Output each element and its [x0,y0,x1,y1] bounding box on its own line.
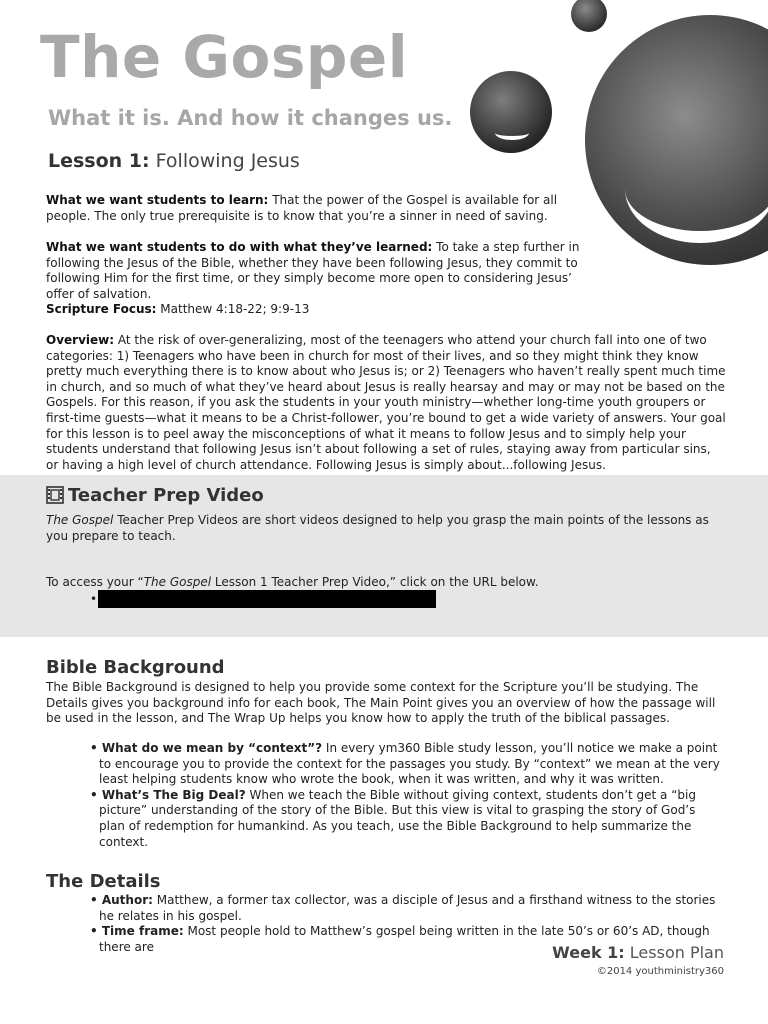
access-pre: To access your “ [46,575,144,589]
overview-paragraph [46,333,726,473]
access-italic: The Gospel [143,575,212,589]
teacher-prep-title: Teacher Prep Video [68,485,264,506]
list-item-text: Most people hold to Matthew’s gospel being written in the late 50’s or 60’s AD, though there are [99,924,710,954]
page-title: The Gospel [40,23,409,91]
lesson-heading [48,150,300,172]
list-item-text: When we teach the Bible without giving context, students don’t get a “big picture” understanding of the story of the Bible. But this view is vital to grasping the story of God’s plan of redemption for humankind. As you teach, use the Bible Background to help summarize the context. [99,787,696,849]
redacted-url-link[interactable] [98,590,436,608]
teacher-prep-access [46,575,726,591]
list-item-label: • What do we mean by “context”? [90,741,323,755]
footer-week-label: Week 1: [552,943,625,962]
bible-background-text: The Bible Background is designed to help you provide some context for the Scripture you’ll be studying. The Details gives you background info for each book, The Main Point gives you an overview of how the passage will be used in the lesson, and The Wrap Up helps you know how to apply the truth of the biblical passages. [46,680,716,726]
list-item-label: • Author: [90,893,153,907]
list-item-label: • What’s The Big Deal? [90,787,246,802]
focus-label: Scripture Focus: [46,302,157,316]
learn-text: That the power of the Gospel is available for all people. The only true prerequisite is to know that you’re a sinner in need of saving. [46,193,558,223]
focus-text: Matthew 4:18-22; 9:9-13 [160,302,310,316]
lesson-name: Following Jesus [155,150,300,172]
decorative-orb-small [571,0,607,32]
footer-copyright: ©2014 youthministry360 [596,966,724,977]
bible-background-heading: Bible Background [46,657,225,678]
teacher-prep-description [46,513,726,544]
list-item-label: • Time frame: [90,924,184,939]
overview-label: Overview: [46,333,115,347]
list-item [90,788,720,850]
details-heading: The Details [46,871,161,892]
footer-week [552,943,724,962]
film-icon [46,486,64,504]
list-item [90,893,720,924]
teacher-prep-heading [46,485,264,506]
learn-paragraph [46,193,576,224]
learn-label: What we want students to learn: [46,193,269,207]
list-item-text: In every ym360 Bible study lesson, you’ll notice we make a point to encourage you to provide the context for the passages you study. By “context” we mean at the very least helping students know who wrote the book, when it was written, and why it was written. [99,741,720,787]
do-text: To take a step further in following the Jesus of the Bible, whether they have been following Jesus, they commit to following Him for the first time, or they simply become more open to considering Jesus’ offer of salvation. [46,240,580,301]
lesson-label: Lesson 1: [48,150,150,172]
footer-week-text: Lesson Plan [629,943,724,962]
url-bullet: • [90,592,98,606]
list-item [90,741,720,788]
decorative-orb-large [585,15,768,265]
decorative-orb-medium [470,71,552,153]
prep-desc-text: Teacher Prep Videos are short videos designed to help you grasp the main points of the lessons as you prepare to teach. [46,513,709,543]
focus-paragraph [46,302,591,318]
prep-desc-italic: The Gospel [46,513,114,527]
list-item-text: Matthew, a former tax collector, was a disciple of Jesus and a firsthand witness to the stories he relates in his gospel. [99,893,716,923]
access-post: Lesson 1 Teacher Prep Video,” click on the URL below. [214,575,539,589]
overview-text: At the risk of over-generalizing, most of the teenagers who attend your church fall into one of two categories: 1) Teenagers who have been in church for most of their lives, and so they might think they know pretty much everything there is to know about who Jesus is; or 2) Teenagers who haven’t really spent much time in church, and so much of what they’ve heard about Jesus is really hearsay and may or may not be based on the Gospels. For this reason, if you ask the students in your youth ministry—whether long-time youth groupers or first-time guests—what it means to be a Christ-follower, you’re bound to get a wide variety of answers. Your goal for this lesson is to peel away the misconceptions of what it means to follow Jesus and to simply help your students understand that following Jesus isn’t about following a set of rules, staying away from particular sins, or having a high level of church attendance. Following Jesus is simply about...following Jesus. [46,333,726,472]
page-subtitle: What it is. And how it changes us. [48,106,453,130]
do-paragraph [46,240,591,302]
bible-background-list [90,741,720,850]
do-label: What we want students to do with what they’ve learned: [46,240,433,254]
